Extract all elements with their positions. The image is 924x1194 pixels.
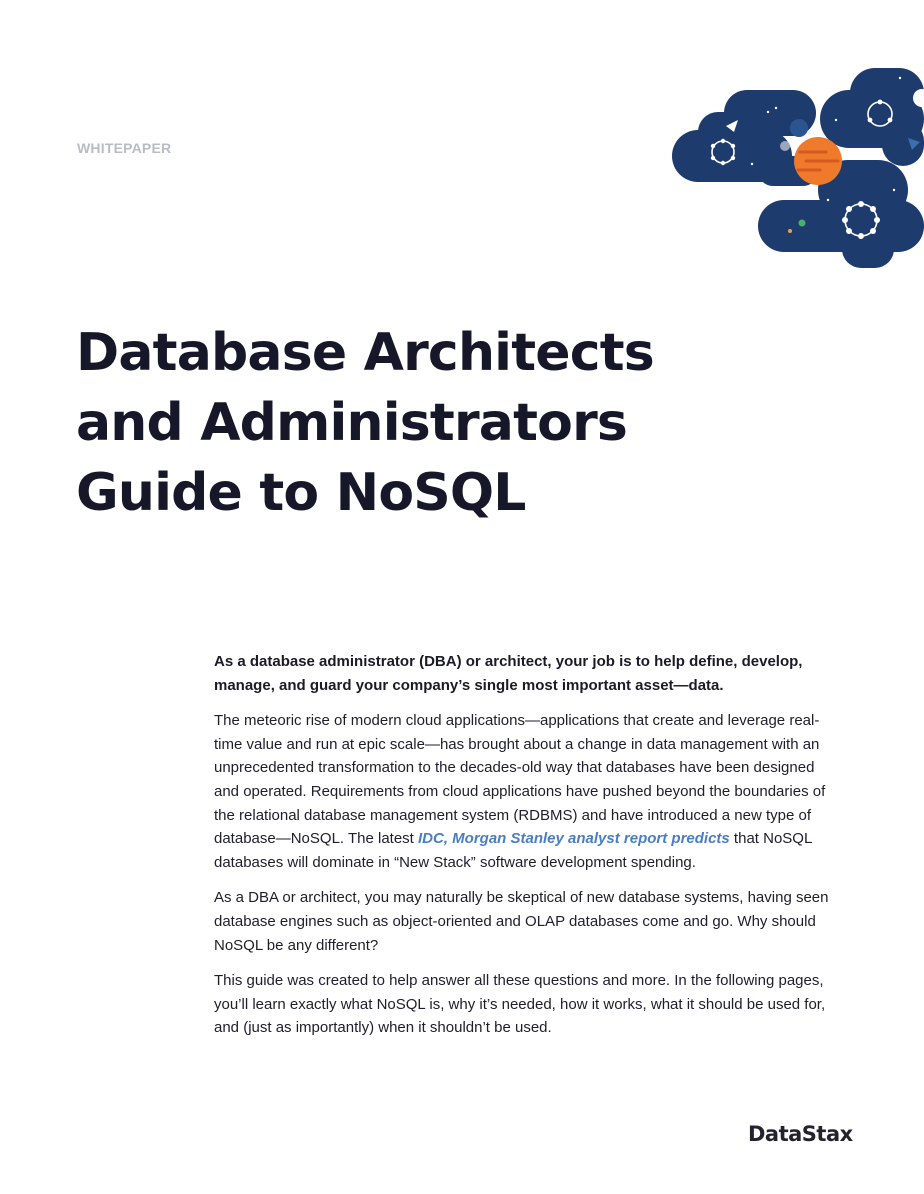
paragraph-skepticism: As a DBA or architect, you may naturally be skeptical of new database systems, having seen database engines such as object-oriented and OLAP databases come and go. Why should NoSQL be any different? [214, 889, 829, 954]
datastax-logo: DataStax [748, 1122, 853, 1146]
document-title [76, 318, 716, 528]
paragraph-text: that NoSQL databases will dominate in “New Stack” software development spending. [214, 830, 812, 871]
document-type-label: WHITEPAPER [77, 140, 172, 156]
lead-paragraph: As a database administrator (DBA) or architect, your job is to help define, develop, manage, and guard your company’s single most important asset—data. [214, 653, 803, 694]
title-line-2: and Administrators [76, 393, 628, 453]
paragraph-guide-purpose: This guide was created to help answer all these questions and more. In the following pages, you’ll learn exactly what NoSQL is, why it’s needed, how it works, what it should be used for, and (just as importantly) when it shouldn’t be used. [214, 972, 826, 1037]
analyst-report-link[interactable]: IDC, Morgan Stanley analyst report predicts [418, 830, 730, 848]
title-line-3: Guide to NoSQL [76, 463, 526, 523]
intro-body [214, 650, 832, 1052]
space-nebula-illustration [668, 60, 924, 274]
paragraph-text: The meteoric rise of modern cloud applications—applications that create and leverage real-time value and run at epic scale—has brought about a change in data management with an unprecedented transformation to the decades-old way that databases have been designed and operated. Requirements from cloud applications have pushed beyond the boundaries of the relational database management system (RDBMS) and have introduced a new type of database—NoSQL. The latest [214, 712, 826, 848]
title-line-1: Database Architects [76, 323, 654, 383]
paragraph-cloud-applications [214, 709, 832, 874]
